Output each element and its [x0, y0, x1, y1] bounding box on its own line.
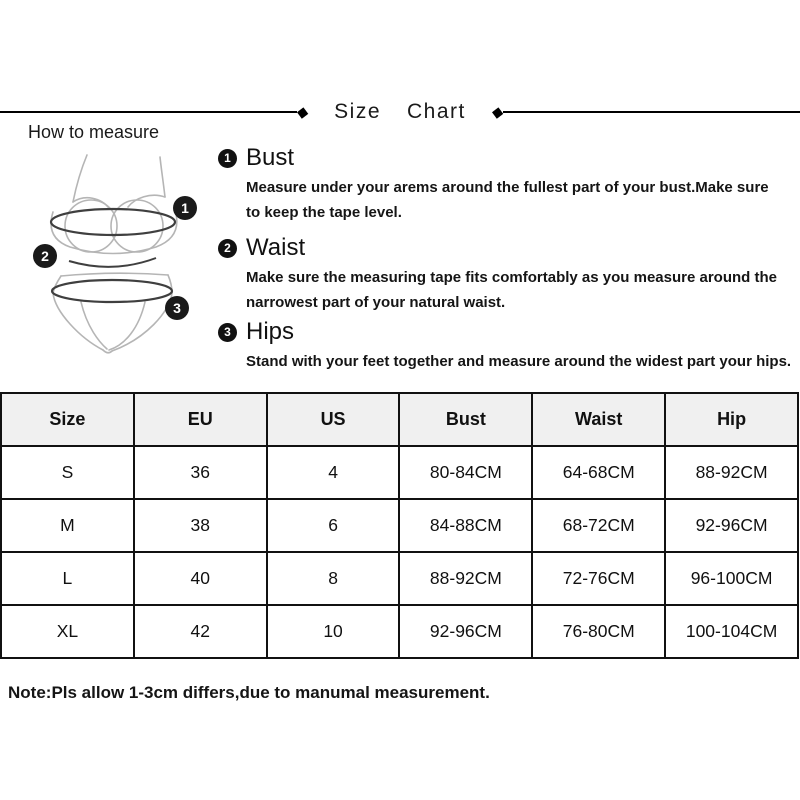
diagram-badge-1-label: 1: [181, 200, 189, 216]
column-header-eu: EU: [134, 393, 267, 446]
diagram-badge-1: [173, 196, 197, 220]
page-title-word-chart: Chart: [407, 100, 466, 123]
section-waist: [218, 234, 793, 315]
page-title-word-size: Size: [334, 100, 381, 123]
table-header-row: [1, 393, 798, 446]
measurement-note: Note:Pls allow 1-3cm differs,due to manumal measurement.: [8, 683, 490, 702]
section-hips-body: [246, 349, 793, 374]
table-cell: 92-96CM: [665, 499, 798, 552]
bikini-bottom-sketch: [53, 273, 172, 353]
section-waist-heading: [218, 234, 793, 262]
diamond-icon: ◆: [490, 102, 505, 122]
table-row-s: [1, 446, 798, 499]
table-cell: 40: [134, 552, 267, 605]
section-bust-heading: [218, 144, 793, 172]
section-bust-title: Bust: [246, 144, 295, 171]
bullet-number-icon: 3: [218, 323, 237, 342]
header-rule-left: [0, 111, 297, 113]
page-title: [334, 100, 466, 124]
table-cell: 88-92CM: [399, 552, 532, 605]
column-header-us: US: [267, 393, 400, 446]
table-cell: 88-92CM: [665, 446, 798, 499]
body-line: Measure under your arems around the fullest part of your bust.Make sure: [246, 179, 769, 196]
table-cell: 6: [267, 499, 400, 552]
diamond-icon: ◆: [295, 102, 310, 122]
table-cell: 84-88CM: [399, 499, 532, 552]
table-row-l: [1, 552, 798, 605]
table-row-m: [1, 499, 798, 552]
section-bust-body: [246, 175, 793, 225]
table-cell: 64-68CM: [532, 446, 665, 499]
table-cell: 72-76CM: [532, 552, 665, 605]
table-cell: 80-84CM: [399, 446, 532, 499]
table-cell: 76-80CM: [532, 605, 665, 658]
body-line: Make sure the measuring tape fits comfortably as you measure around the: [246, 269, 777, 286]
table-cell: L: [1, 552, 134, 605]
section-hips-heading: [218, 318, 793, 346]
diagram-badge-3-label: 3: [173, 300, 181, 316]
column-header-hip: Hip: [665, 393, 798, 446]
waist-tape-arc: [69, 258, 156, 267]
table-cell: XL: [1, 605, 134, 658]
table-cell: M: [1, 499, 134, 552]
header-rule-right: [503, 111, 800, 113]
section-hips: [218, 318, 793, 374]
table-cell: 92-96CM: [399, 605, 532, 658]
how-to-measure-label: How to measure: [28, 122, 160, 142]
table-cell: 96-100CM: [665, 552, 798, 605]
table-cell: 68-72CM: [532, 499, 665, 552]
table-row-xl: [1, 605, 798, 658]
measurement-diagram: [25, 142, 235, 357]
diagram-badge-2: [33, 244, 57, 268]
column-header-waist: Waist: [532, 393, 665, 446]
section-bust: [218, 144, 793, 225]
table-cell: 100-104CM: [665, 605, 798, 658]
body-line: to keep the tape level.: [246, 204, 402, 221]
section-waist-title: Waist: [246, 234, 306, 261]
diagram-badge-3: [165, 296, 189, 320]
table-cell: 36: [134, 446, 267, 499]
bikini-top-sketch: [51, 155, 177, 254]
diagram-badge-2-label: 2: [41, 248, 49, 264]
table-cell: 4: [267, 446, 400, 499]
bullet-number-icon: 1: [218, 149, 237, 168]
body-line: narrowest part of your natural waist.: [246, 294, 506, 311]
section-waist-body: [246, 265, 793, 315]
table-cell: S: [1, 446, 134, 499]
table-cell: 8: [267, 552, 400, 605]
hip-tape-ellipse: [52, 280, 172, 302]
table-cell: 38: [134, 499, 267, 552]
bullet-number-icon: 2: [218, 239, 237, 258]
table-cell: 10: [267, 605, 400, 658]
column-header-bust: Bust: [399, 393, 532, 446]
size-chart-table: [0, 392, 799, 659]
column-header-size: Size: [1, 393, 134, 446]
body-line: Stand with your feet together and measure around the widest part your hips.: [246, 353, 792, 370]
table-cell: 42: [134, 605, 267, 658]
section-hips-title: Hips: [246, 318, 295, 345]
